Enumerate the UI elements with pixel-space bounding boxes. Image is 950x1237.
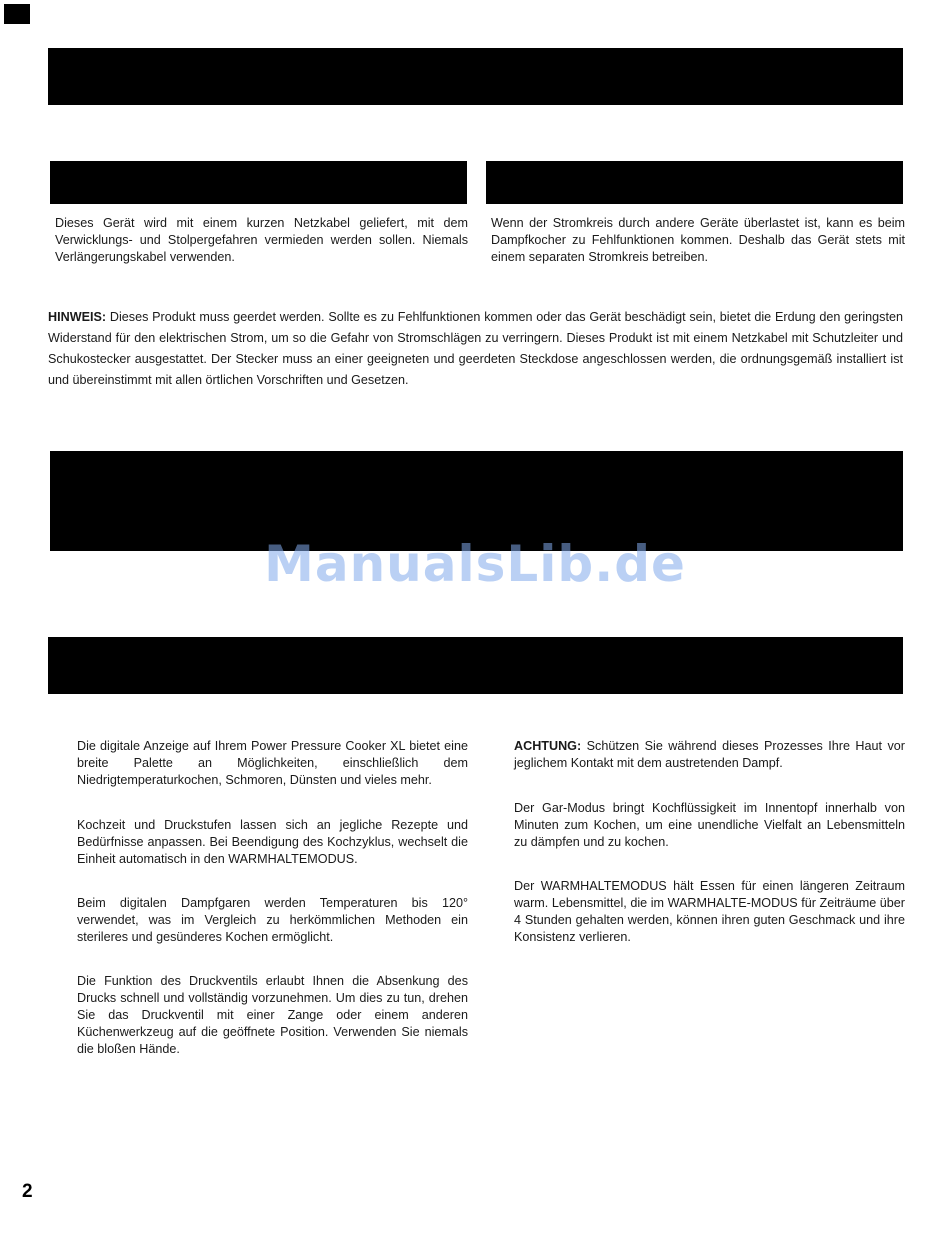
caution-label: ACHTUNG: xyxy=(514,739,582,753)
notice-label: HINWEIS: xyxy=(48,310,107,324)
feature-paragraph-cook-mode: Der Gar-Modus bringt Kochflüssigkeit im Innentopf innerhalb von Minuten zum Kochen, um eine unendliche Vielfalt an Lebensmitteln zu dämpfen und zu kochen. xyxy=(514,801,905,849)
feature-paragraph-pressure-valve: Die Funktion des Druckventils erlaubt Ihnen die Absenkung des Drucks schnell und vollständig vorzunehmen. Um dies zu tun, drehen Sie das Druckventil mit einer Zange oder einem anderen Küchenwerkzeug auf die geöffnete Position. Verwenden Sie niemals die bloßen Hände. xyxy=(77,974,468,1056)
circuit-overload-text: Wenn der Stromkreis durch andere Geräte überlastet ist, kann es beim Dampfkocher zu Fehlfunktionen kommen. Deshalb das Gerät stets mit einem separaten Stromkreis betreiben. xyxy=(491,216,905,264)
section-header-bar-features xyxy=(48,637,903,694)
page-number: 2 xyxy=(22,1181,33,1202)
section-header-bar-top xyxy=(48,48,903,105)
watermark: ManualsLib.de xyxy=(264,535,686,593)
caution-paragraph xyxy=(514,738,905,772)
feature-paragraph-cooking-time: Kochzeit und Druckstufen lassen sich an jegliche Rezepte und Bedürfnisse anpassen. Bei Beendigung des Kochzyklus, wechselt die Einheit automatisch in den WARMHALTEMODUS. xyxy=(77,818,468,866)
notice-text: Dieses Produkt muss geerdet werden. Sollte es zu Fehlfunktionen kommen oder das Gerät beschädigt sein, bietet die Erdung den geringsten Widerstand für den elektrischen Strom, um so die Gefahr von Stromschlägen zu verringern. Dieses Produkt ist mit einem Netzkabel mit Schutzleiter und Schukostecker ausgestattet. Der Stecker muss an einer geeigneten und geerdeten Steckdose angeschlossen werden, die ordnungsgemäß installiert ist und übereinstimmt mit allen örtlichen Vorschriften und Gesetzen. xyxy=(48,310,903,387)
feature-paragraph-display: Die digitale Anzeige auf Ihrem Power Pressure Cooker XL bietet eine breite Palette an Möglichkeiten, einschließlich dem Niedrigtemperaturkochen, Schmoren, Dünsten und vieles mehr. xyxy=(77,739,468,787)
subsection-header-bar-left xyxy=(50,161,467,204)
power-cord-text: Dieses Gerät wird mit einem kurzen Netzkabel geliefert, mit dem Verwicklungs- und Stolpergefahren vermieden werden sollen. Niemals Verlängerungskabel verwenden. xyxy=(55,216,468,264)
feature-paragraph-steaming: Beim digitalen Dampfgaren werden Temperaturen bis 120° verwendet, was im Vergleich zu herkömmlichen Methoden ein sterileres und gesünderes Kochen ermöglicht. xyxy=(77,896,468,944)
caution-text: Schützen Sie während dieses Prozesses Ihre Haut vor jeglichem Kontakt mit dem austretenden Dampf. xyxy=(514,739,905,770)
subsection-header-bar-right xyxy=(486,161,903,204)
grounding-notice xyxy=(48,307,903,391)
page-corner-tab xyxy=(4,4,30,24)
feature-paragraph-keep-warm: Der WARMHALTEMODUS hält Essen für einen längeren Zeitraum warm. Lebensmittel, die im WARMHALTE-MODUS für Zeiträume über 4 Stunden gehalten werden, können ihren guten Geschmack und ihre Konsistenz verlieren. xyxy=(514,879,905,944)
